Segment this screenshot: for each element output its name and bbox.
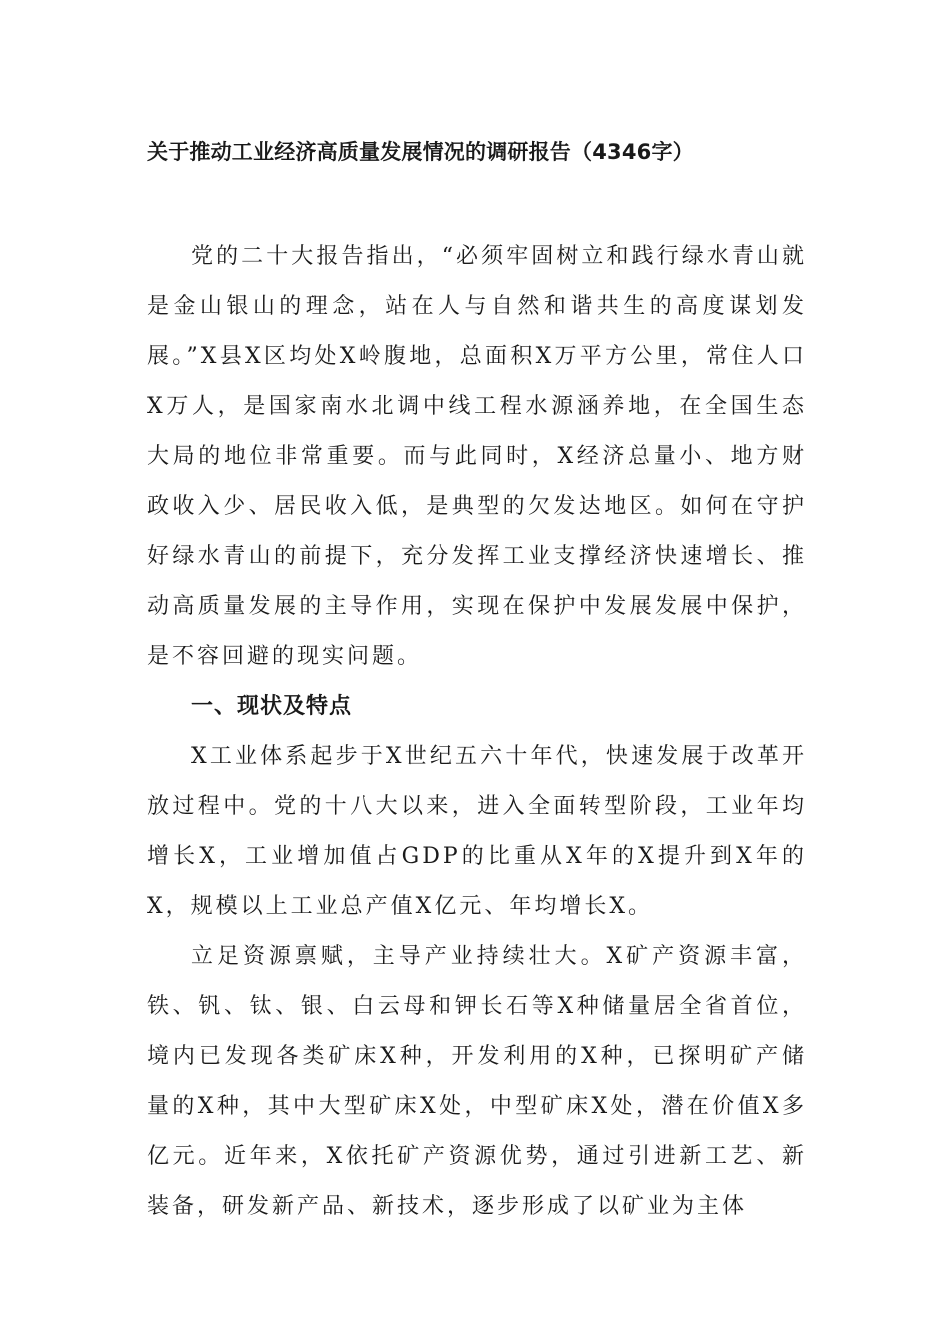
document-title: 关于推动工业经济高质量发展情况的调研报告（4346字） bbox=[147, 140, 694, 164]
section-heading: 一、现状及特点 bbox=[191, 694, 353, 719]
intro-paragraph: 党的二十大报告指出，“必须牢固树立和践行绿水青山就是金山银山的理念，站在人与自然和谐共生的高度谋划发展。”X县X区均处X岭腹地，总面积X万平方公里，常住人口X万人，是国家南水北调中线工程水源涵养地，在全国生态大局的地位非常重要。而与此同时，X经济总量小、地方财政收入少、居民收入低，是典型的欠发达地区。如何在守护好绿水青山的前提下，充分发挥工业支撑经济快速增长、推动高质量发展的主导作用，实现在保护中发展发展中保护，是不容回避的现实问题。 bbox=[147, 244, 807, 669]
document-body bbox=[147, 232, 807, 1232]
section-paragraph-2: 立足资源禀赋，主导产业持续壮大。X矿产资源丰富，铁、钒、钛、银、白云母和钾长石等X种储量居全省首位，境内已发现各类矿床X种，开发利用的X种，已探明矿产储量的X种，其中大型矿床X处，中型矿床X处，潜在价值X多亿元。近年来，X依托矿产资源优势，通过引进新工艺、新装备，研发新产品、新技术，逐步形成了以矿业为主体 bbox=[147, 944, 807, 1219]
section-paragraph-1: X工业体系起步于X世纪五六十年代，快速发展于改革开放过程中。党的十八大以来，进入全面转型阶段，工业年均增长X，工业增加值占GDP的比重从X年的X提升到X年的X，规模以上工业总产值X亿元、年均增长X。 bbox=[147, 744, 807, 919]
